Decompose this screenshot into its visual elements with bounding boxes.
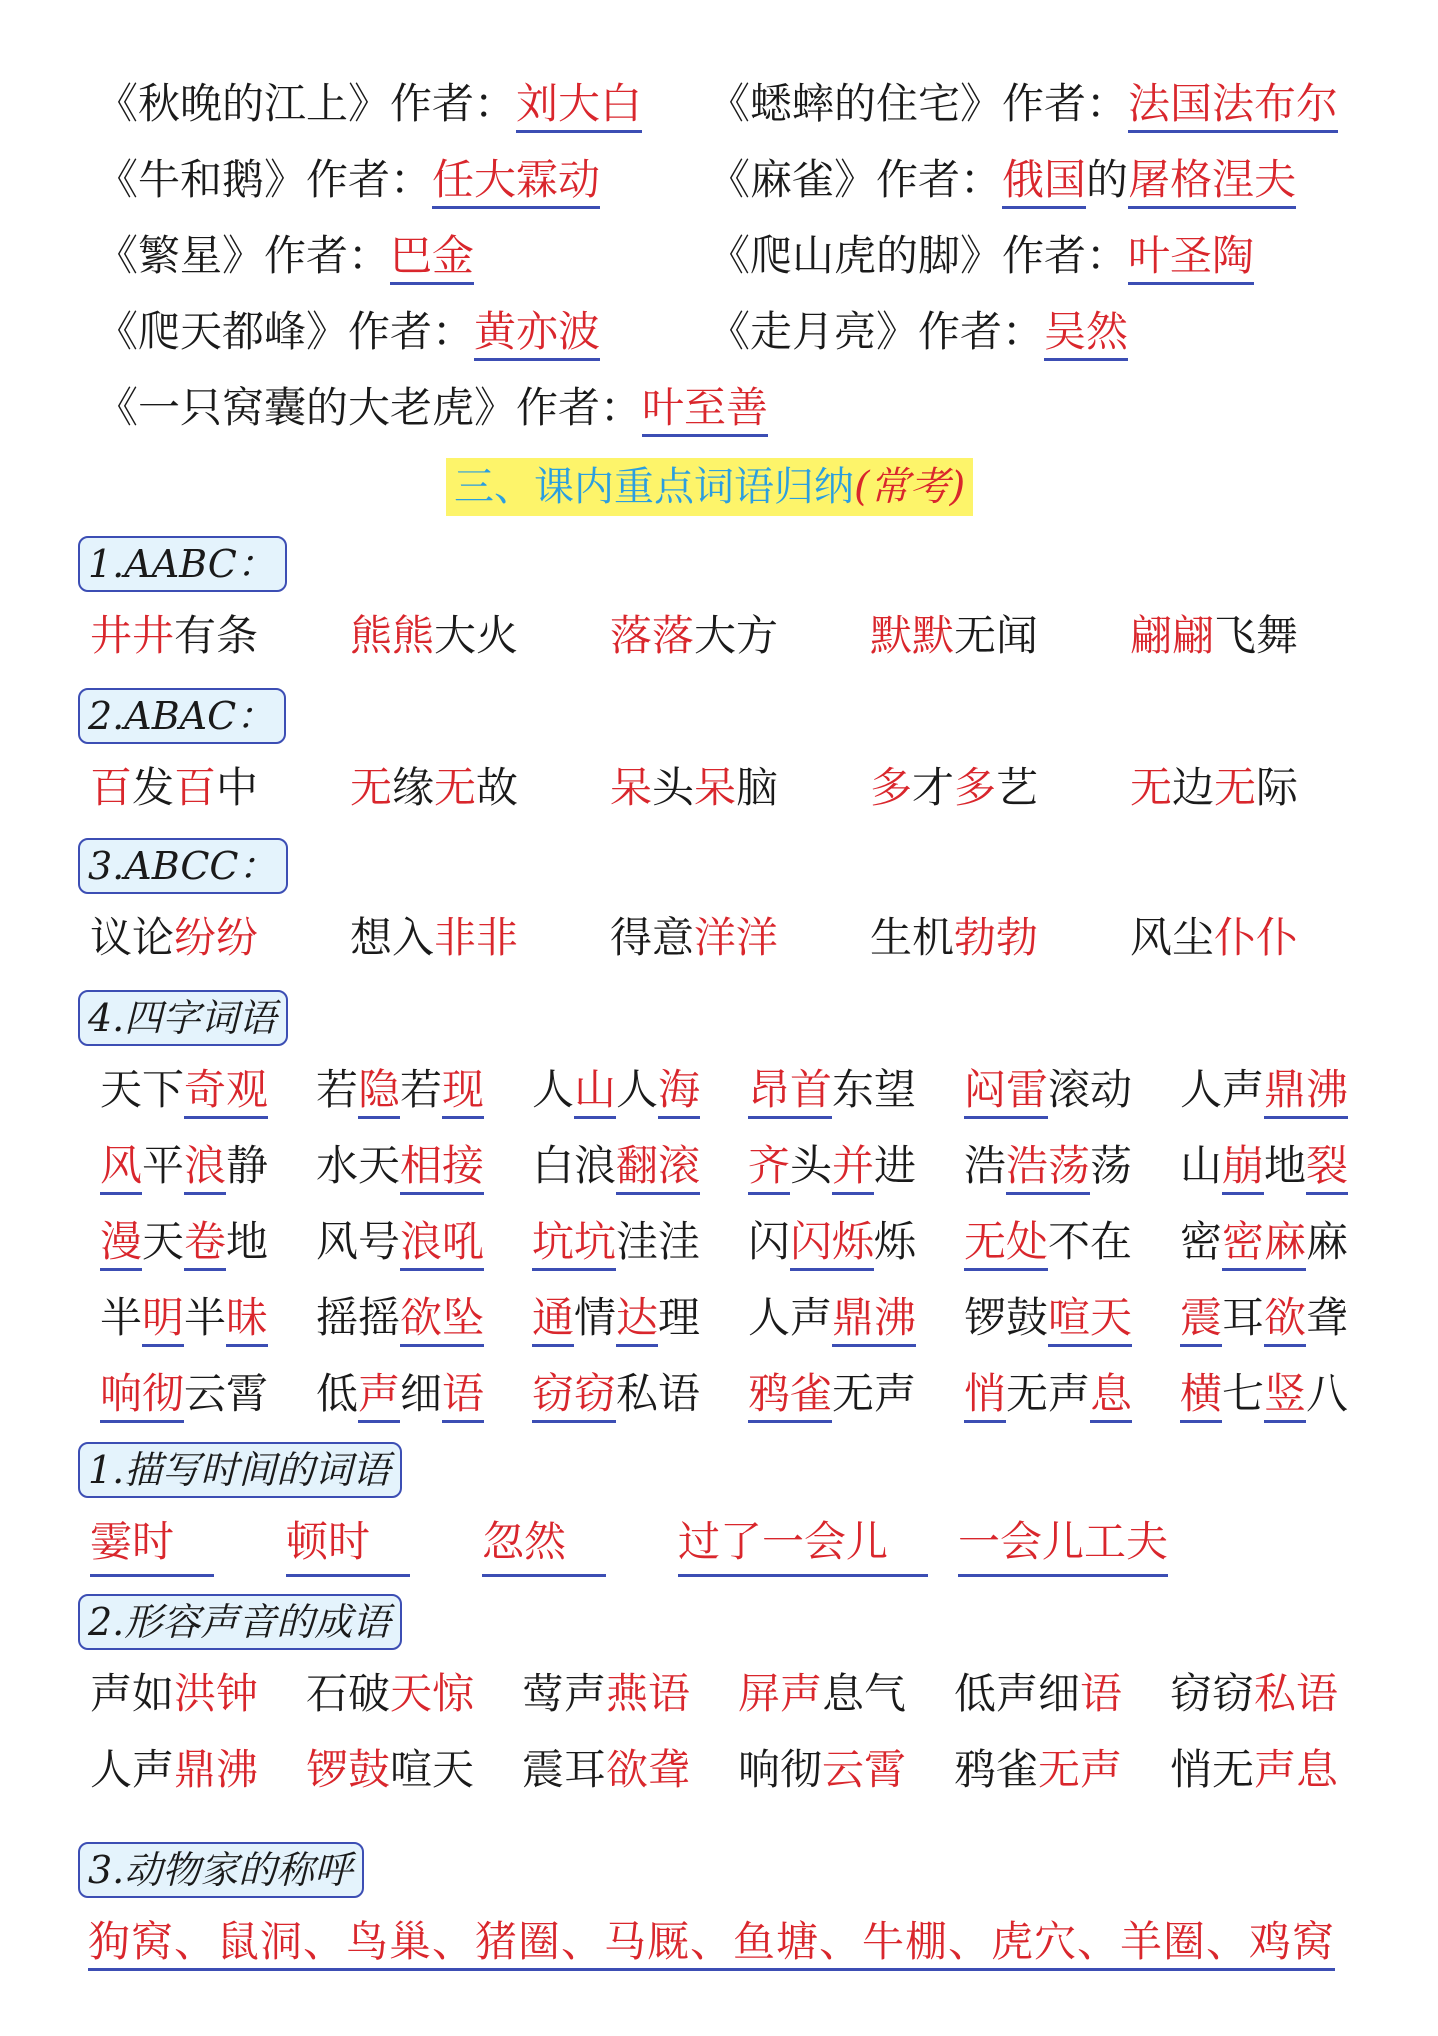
idiom-part: 洼洼 xyxy=(616,1217,701,1266)
idiom-part: 震耳 xyxy=(522,1745,607,1794)
idiom-part: 人声 xyxy=(90,1745,175,1794)
author-name: 吴然 xyxy=(1044,307,1128,361)
idiom-part: 低声细 xyxy=(954,1669,1081,1718)
idiom-part: 漫 xyxy=(100,1217,142,1271)
idiom-part: 多 xyxy=(870,763,913,812)
idiom-part: 头 xyxy=(652,763,695,812)
idiom-part: 八 xyxy=(1306,1369,1349,1418)
idiom xyxy=(100,1060,268,1120)
idiom-part: 人 xyxy=(532,1065,575,1114)
idiom-part: 进 xyxy=(874,1141,917,1190)
idiom-part: 仆仆 xyxy=(1214,913,1299,962)
idiom-part: 默默 xyxy=(870,611,955,660)
idiom xyxy=(748,1136,916,1196)
idiom-part: 耳 xyxy=(1222,1293,1265,1342)
idiom xyxy=(1180,1136,1348,1196)
idiom-part: 理 xyxy=(658,1293,701,1342)
idiom-part: 聋 xyxy=(1306,1293,1349,1342)
section-title xyxy=(446,458,973,516)
idiom-part: 横 xyxy=(1180,1369,1222,1423)
idiom-part: 语 xyxy=(1080,1669,1123,1718)
author-row xyxy=(96,300,1396,376)
idiom-part: 非非 xyxy=(434,913,519,962)
idiom xyxy=(90,908,258,968)
idiom-part: 并 xyxy=(832,1141,874,1195)
idiom-part: 纷纷 xyxy=(174,913,259,962)
author-name: 叶圣陶 xyxy=(1128,231,1254,285)
idiom-part: 半 xyxy=(100,1293,143,1342)
idiom-part: 明 xyxy=(142,1293,184,1347)
idiom xyxy=(1170,1664,1338,1724)
idiom xyxy=(964,1136,1132,1196)
idiom-part: 井井 xyxy=(90,611,175,660)
category-tag: 1.AABC： xyxy=(78,536,287,592)
idiom-part: 翩翩 xyxy=(1130,611,1215,660)
idiom-part: 通 xyxy=(532,1293,574,1347)
idiom-part: 悄无 xyxy=(1170,1745,1255,1794)
idiom-part: 中 xyxy=(216,763,259,812)
idiom xyxy=(748,1288,916,1348)
idiom-part: 密 xyxy=(1180,1217,1223,1266)
idiom-part: 人声 xyxy=(1180,1065,1265,1114)
author-name: 任大霖动 xyxy=(432,155,600,209)
idiom xyxy=(870,606,1038,666)
idiom-part: 若 xyxy=(400,1065,443,1114)
idiom xyxy=(532,1288,700,1348)
idiom-part: 无处 xyxy=(964,1217,1048,1271)
author-entry xyxy=(708,148,1296,212)
idiom-part: 勃勃 xyxy=(954,913,1039,962)
idiom-part: 锣鼓 xyxy=(964,1293,1049,1342)
idiom-part: 屏声 xyxy=(738,1669,823,1718)
time-word: 顿时 xyxy=(286,1512,410,1577)
idiom-part: 缘 xyxy=(392,763,435,812)
book-title: 《牛和鹅》 xyxy=(96,155,307,204)
idiom-part: 浪吼 xyxy=(400,1217,484,1271)
idiom xyxy=(532,1364,700,1424)
idiom-part: 语 xyxy=(442,1369,484,1423)
idiom xyxy=(350,758,518,818)
section-title-note: (常考) xyxy=(854,464,966,510)
author-name: 叶至善 xyxy=(642,383,768,437)
idiom-part: 鼎沸 xyxy=(1264,1065,1348,1119)
idiom xyxy=(522,1740,690,1800)
book-title: 《爬山虎的脚》 xyxy=(708,231,1003,280)
idiom-part: 天 xyxy=(142,1217,185,1266)
category-tag: 3.动物家的称呼 xyxy=(78,1842,364,1898)
idiom-part: 山 xyxy=(1180,1141,1223,1190)
idiom-part: 翻滚 xyxy=(616,1141,700,1195)
idiom-part: 喧天 xyxy=(390,1745,475,1794)
idiom-part: 大方 xyxy=(694,611,779,660)
idiom-part: 欲 xyxy=(1264,1293,1306,1347)
author-entry xyxy=(708,72,1338,136)
idiom-part: 天惊 xyxy=(390,1669,475,1718)
idiom xyxy=(870,908,1038,968)
idiom xyxy=(954,1740,1122,1800)
idiom xyxy=(100,1288,268,1348)
idiom xyxy=(1130,606,1298,666)
idiom-part: 卷 xyxy=(184,1217,226,1271)
author-entry xyxy=(96,300,600,364)
idiom xyxy=(1130,758,1298,818)
idiom xyxy=(306,1740,474,1800)
idiom xyxy=(964,1288,1132,1348)
idiom-part: 麻 xyxy=(1306,1217,1349,1266)
idiom-part: 莺声 xyxy=(522,1669,607,1718)
idiom-part: 私语 xyxy=(1254,1669,1339,1718)
idiom-part: 隐 xyxy=(358,1065,400,1119)
idiom-part: 欲坠 xyxy=(400,1293,484,1347)
author-label: 作者： xyxy=(306,155,433,204)
idiom xyxy=(316,1288,484,1348)
idiom xyxy=(748,1212,916,1272)
idiom xyxy=(532,1136,700,1196)
idiom-part: 生机 xyxy=(870,913,955,962)
idiom-part: 闪 xyxy=(748,1217,791,1266)
idiom xyxy=(350,606,518,666)
idiom-part: 欲聋 xyxy=(606,1745,691,1794)
idiom-part: 白浪 xyxy=(532,1141,617,1190)
book-title: 《繁星》 xyxy=(96,231,265,280)
idiom-part: 边 xyxy=(1172,763,1215,812)
idiom-part: 锣鼓 xyxy=(306,1745,391,1794)
author-label: 作者： xyxy=(348,307,475,356)
idiom xyxy=(610,606,778,666)
animal-homes-row xyxy=(88,1912,1335,1972)
author-label: 作者： xyxy=(516,383,643,432)
idiom-part: 悄 xyxy=(964,1369,1006,1423)
author-row xyxy=(96,376,1396,452)
author-entry xyxy=(708,300,1128,364)
idiom-part: 不在 xyxy=(1048,1217,1133,1266)
idiom-part: 百 xyxy=(90,763,133,812)
idiom-part: 鸦雀 xyxy=(954,1745,1039,1794)
category-tag: 1.描写时间的词语 xyxy=(78,1442,402,1498)
idiom-part: 烁 xyxy=(874,1217,917,1266)
animal-homes-text: 狗窝、鼠洞、鸟巢、猪圈、马厩、鱼塘、牛棚、虎穴、羊圈、鸡窝 xyxy=(88,1917,1335,1971)
author-name: 刘大白 xyxy=(516,79,642,133)
idiom-part: 密麻 xyxy=(1222,1217,1306,1271)
idiom-part: 达 xyxy=(616,1293,658,1347)
idiom-part: 天下 xyxy=(100,1065,185,1114)
idiom xyxy=(100,1364,268,1424)
category-tag: 2.形容声音的成语 xyxy=(78,1594,402,1650)
idiom xyxy=(748,1364,916,1424)
idiom-part: 浩荡 xyxy=(1006,1141,1090,1195)
idiom xyxy=(90,758,258,818)
idiom-part: 大火 xyxy=(434,611,519,660)
idiom-part: 窃窃 xyxy=(532,1369,616,1423)
idiom-part: 无声 xyxy=(832,1369,917,1418)
book-title: 《一只窝囊的大老虎》 xyxy=(96,383,517,432)
idiom-part: 地 xyxy=(226,1217,269,1266)
idiom xyxy=(306,1664,474,1724)
idiom-part: 坑坑 xyxy=(532,1217,616,1271)
idiom-part: 喧天 xyxy=(1048,1293,1132,1347)
idiom xyxy=(316,1364,484,1424)
idiom-part: 闷雷 xyxy=(964,1065,1048,1119)
book-title: 《秋晚的江上》 xyxy=(96,79,391,128)
idiom-part: 风 xyxy=(100,1141,142,1195)
author-name: 俄国 xyxy=(1002,155,1086,209)
book-title: 《走月亮》 xyxy=(708,307,919,356)
idiom-part: 无 xyxy=(1130,763,1173,812)
idiom-part: 半 xyxy=(184,1293,227,1342)
idiom xyxy=(1180,1060,1348,1120)
idiom-part: 际 xyxy=(1256,763,1299,812)
author-row xyxy=(96,224,1396,300)
idiom-part: 七 xyxy=(1222,1369,1265,1418)
idiom-part: 人 xyxy=(616,1065,659,1114)
idiom-part: 地 xyxy=(1264,1141,1307,1190)
author-label: 作者： xyxy=(1002,231,1129,280)
idiom-part: 无声 xyxy=(1038,1745,1123,1794)
idiom-part: 情 xyxy=(574,1293,617,1342)
idiom-part: 熊熊 xyxy=(350,611,435,660)
idiom-part: 声 xyxy=(358,1369,400,1423)
idiom-part: 滚动 xyxy=(1048,1065,1133,1114)
idiom xyxy=(316,1136,484,1196)
idiom-part: 水天 xyxy=(316,1141,401,1190)
idiom-part: 发 xyxy=(132,763,175,812)
idiom-part: 相接 xyxy=(400,1141,484,1195)
idiom xyxy=(610,758,778,818)
idiom xyxy=(610,908,778,968)
idiom xyxy=(1180,1212,1348,1272)
idiom-part: 无声 xyxy=(1006,1369,1091,1418)
idiom-part: 呆 xyxy=(694,763,737,812)
author-name: 黄亦波 xyxy=(474,307,600,361)
idiom-part: 声如 xyxy=(90,1669,175,1718)
author-list xyxy=(96,72,1396,452)
idiom xyxy=(316,1060,484,1120)
idiom xyxy=(100,1136,268,1196)
idiom-part: 无 xyxy=(1214,763,1257,812)
author-label: 作者： xyxy=(918,307,1045,356)
idiom-part: 响彻 xyxy=(738,1745,823,1794)
idiom-part: 无 xyxy=(350,763,393,812)
idiom xyxy=(738,1664,906,1724)
idiom-part: 荡 xyxy=(1090,1141,1133,1190)
idiom-part: 燕语 xyxy=(606,1669,691,1718)
idiom xyxy=(954,1664,1122,1724)
idiom xyxy=(532,1212,700,1272)
idiom-part: 有条 xyxy=(174,611,259,660)
idiom-part: 摇摇 xyxy=(316,1293,401,1342)
idiom-part: 鼎沸 xyxy=(832,1293,916,1347)
idiom-part: 奇观 xyxy=(184,1065,268,1119)
author-row xyxy=(96,72,1396,148)
author-entry xyxy=(96,148,600,212)
idiom xyxy=(90,1664,258,1724)
author-label: 作者： xyxy=(264,231,391,280)
idiom-part: 昂首 xyxy=(748,1065,832,1119)
idiom-part: 才 xyxy=(912,763,955,812)
idiom xyxy=(522,1664,690,1724)
idiom xyxy=(964,1212,1132,1272)
idiom-part: 现 xyxy=(442,1065,484,1119)
idiom-part: 息气 xyxy=(822,1669,907,1718)
idiom-part: 鸦雀 xyxy=(748,1369,832,1423)
idiom-part: 响彻 xyxy=(100,1369,184,1423)
idiom-part: 百 xyxy=(174,763,217,812)
idiom xyxy=(964,1364,1132,1424)
idiom-part: 私语 xyxy=(616,1369,701,1418)
idiom xyxy=(870,758,1038,818)
idiom-part: 东望 xyxy=(832,1065,917,1114)
idiom-part: 洪钟 xyxy=(174,1669,259,1718)
idiom-part: 云霄 xyxy=(184,1369,269,1418)
idiom-part: 低 xyxy=(316,1369,359,1418)
idiom-part: 多 xyxy=(954,763,997,812)
idiom xyxy=(90,1740,258,1800)
idiom-part: 山 xyxy=(574,1065,616,1119)
idiom-part: 风号 xyxy=(316,1217,401,1266)
idiom-part: 议论 xyxy=(90,913,175,962)
author-entry xyxy=(96,376,768,440)
idiom-part: 息 xyxy=(1090,1369,1132,1423)
idiom-part: 海 xyxy=(658,1065,700,1119)
idiom-part: 崩 xyxy=(1222,1141,1264,1195)
idiom-part: 声息 xyxy=(1254,1745,1339,1794)
idiom-part: 鼎沸 xyxy=(174,1745,259,1794)
idiom-part: 无闻 xyxy=(954,611,1039,660)
author-name: 屠格涅夫 xyxy=(1128,155,1296,209)
section-title-main: 三、课内重点词语归纳 xyxy=(454,464,854,510)
author-name: 法国法布尔 xyxy=(1128,79,1338,133)
author-label: 作者： xyxy=(1002,79,1129,128)
author-entry xyxy=(708,224,1254,288)
idiom xyxy=(1180,1288,1348,1348)
author-entry xyxy=(96,224,474,288)
idiom-part: 浩 xyxy=(964,1141,1007,1190)
idiom-part: 无 xyxy=(434,763,477,812)
idiom-part: 平 xyxy=(142,1141,185,1190)
idiom xyxy=(1170,1740,1338,1800)
idiom-part: 人声 xyxy=(748,1293,833,1342)
idiom xyxy=(1180,1364,1348,1424)
category-tag: 4.四字词语 xyxy=(78,990,288,1046)
idiom xyxy=(1130,908,1298,968)
idiom-part: 呆 xyxy=(610,763,653,812)
time-word: 霎时 xyxy=(90,1512,214,1577)
idiom xyxy=(964,1060,1132,1120)
idiom xyxy=(748,1060,916,1120)
category-tag: 2.ABAC： xyxy=(78,688,286,744)
idiom xyxy=(316,1212,484,1272)
idiom-part: 落落 xyxy=(610,611,695,660)
idiom-part: 想入 xyxy=(350,913,435,962)
book-title: 《爬天都峰》 xyxy=(96,307,349,356)
idiom-part: 竖 xyxy=(1264,1369,1306,1423)
idiom-part: 闪烁 xyxy=(790,1217,874,1271)
idiom-part: 得意 xyxy=(610,913,695,962)
author-name: 的 xyxy=(1086,155,1129,204)
idiom-part: 静 xyxy=(226,1141,269,1190)
idiom-part: 浪 xyxy=(184,1141,226,1195)
idiom xyxy=(532,1060,700,1120)
idiom-part: 风尘 xyxy=(1130,913,1215,962)
idiom-part: 若 xyxy=(316,1065,359,1114)
idiom xyxy=(90,606,258,666)
idiom-part: 石破 xyxy=(306,1669,391,1718)
author-label: 作者： xyxy=(390,79,517,128)
idiom-part: 脑 xyxy=(736,763,779,812)
idiom xyxy=(100,1212,268,1272)
idiom-part: 窃窃 xyxy=(1170,1669,1255,1718)
author-row xyxy=(96,148,1396,224)
idiom xyxy=(738,1740,906,1800)
idiom-part: 云霄 xyxy=(822,1745,907,1794)
category-tag: 3.ABCC： xyxy=(78,838,288,894)
idiom-part: 飞舞 xyxy=(1214,611,1299,660)
time-word: 过了一会儿 xyxy=(678,1512,928,1577)
idiom-part: 头 xyxy=(790,1141,833,1190)
idiom-part: 昧 xyxy=(226,1293,268,1347)
idiom-part: 故 xyxy=(476,763,519,812)
idiom-part: 齐 xyxy=(748,1141,790,1195)
idiom-part: 艺 xyxy=(996,763,1039,812)
time-word: 忽然 xyxy=(482,1512,606,1577)
time-word: 一会儿工夫 xyxy=(958,1512,1168,1577)
author-label: 作者： xyxy=(876,155,1003,204)
idiom xyxy=(350,908,518,968)
author-name: 巴金 xyxy=(390,231,474,285)
book-title: 《蟋蟀的住宅》 xyxy=(708,79,1003,128)
book-title: 《麻雀》 xyxy=(708,155,877,204)
idiom-part: 细 xyxy=(400,1369,443,1418)
idiom-part: 裂 xyxy=(1306,1141,1348,1195)
author-entry xyxy=(96,72,642,136)
idiom-part: 震 xyxy=(1180,1293,1222,1347)
idiom-part: 洋洋 xyxy=(694,913,779,962)
